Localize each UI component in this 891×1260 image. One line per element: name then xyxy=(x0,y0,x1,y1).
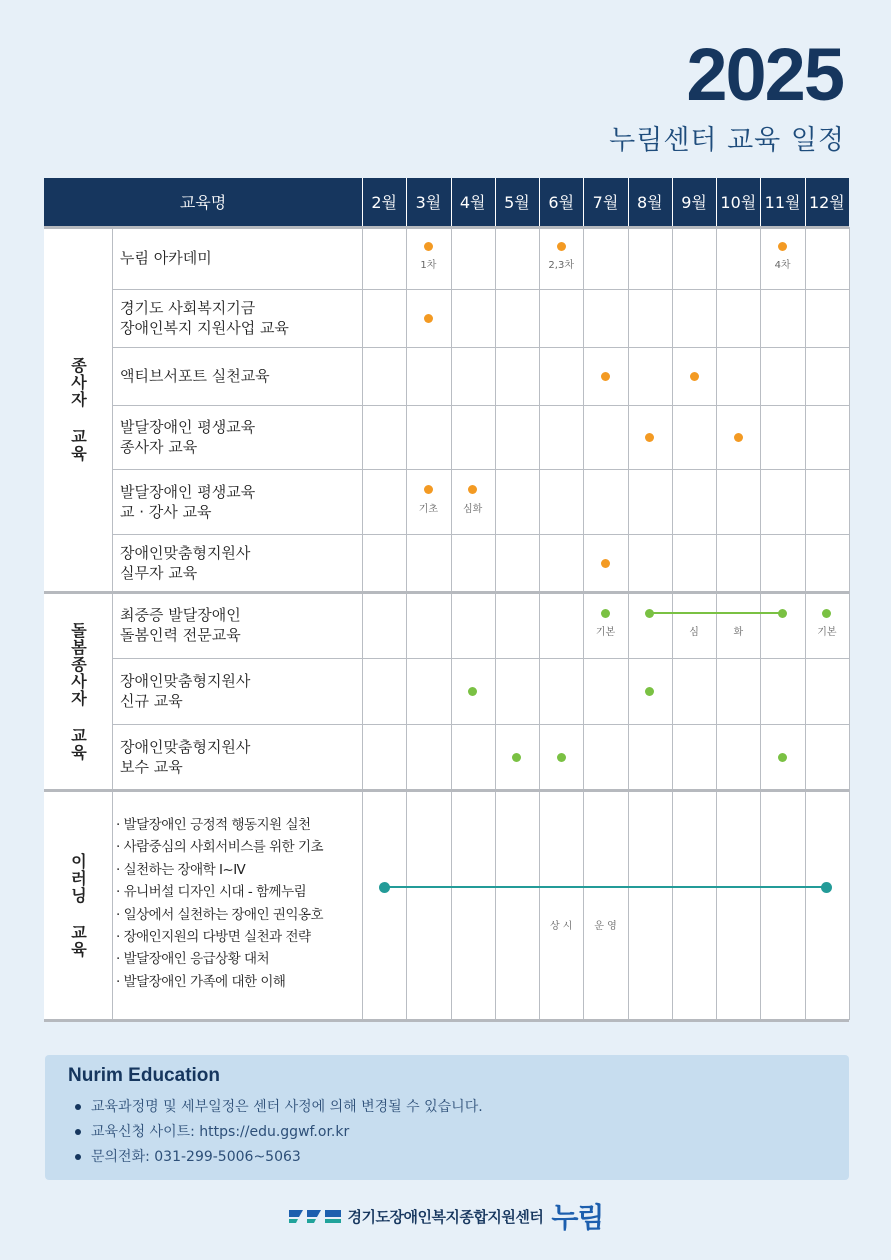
schedule-note: 4차 xyxy=(774,260,791,271)
header-divider xyxy=(672,178,673,227)
month-header: 9월 xyxy=(681,193,707,212)
course-name: 장애인맞춤형지원사 보수 교육 xyxy=(120,738,251,776)
month-header: 5월 xyxy=(504,193,530,212)
month-header: 10월 xyxy=(720,193,757,212)
month-header: 8월 xyxy=(636,193,663,212)
info-item: 교육신청 사이트: https://edu.ggwf.or.kr xyxy=(73,1120,483,1145)
month-header: 6월 xyxy=(548,193,575,212)
month-header: 12월 xyxy=(808,193,845,212)
group-label-text: 종사자 교육 xyxy=(68,357,88,462)
month-header: 4월 xyxy=(459,193,486,212)
course-name: 최중증 발달장애인 돌봄인력 전문교육 xyxy=(120,606,241,644)
header-divider xyxy=(760,178,761,227)
info-list xyxy=(73,1095,483,1170)
schedule-table xyxy=(44,178,849,1020)
grid-vline xyxy=(539,227,540,1020)
group-label xyxy=(44,227,112,592)
header-divider xyxy=(362,178,363,227)
elearning-course: · 사람중심의 사회서비스를 위한 기초 xyxy=(116,839,324,856)
header-divider xyxy=(539,178,540,227)
elearning-endpoint-dot xyxy=(821,882,832,893)
group-label-text: 이러닝 교육 xyxy=(68,852,88,958)
schedule-dot xyxy=(601,559,610,568)
schedule-dot xyxy=(601,372,610,381)
schedule-dot xyxy=(778,753,787,762)
elearning-course: · 실천하는 장애학 Ⅰ~Ⅳ xyxy=(116,861,246,878)
info-box xyxy=(45,1055,849,1180)
grid-vline xyxy=(495,227,496,1020)
page-subtitle: 누림센터 교육 일정 xyxy=(609,125,845,156)
org-logo-icon xyxy=(288,1207,342,1225)
brand-logo: 누림 xyxy=(551,1201,604,1234)
schedule-note: 2,3차 xyxy=(548,260,574,271)
info-item: 문의전화: 031-299-5006~5063 xyxy=(73,1145,483,1170)
schedule-note: 1차 xyxy=(420,260,437,271)
schedule-dot xyxy=(512,753,521,762)
info-item: 교육과정명 및 세부일정은 센터 사정에 의해 변경될 수 있습니다. xyxy=(73,1095,483,1120)
course-name: 장애인맞춤형지원사 신규 교육 xyxy=(120,672,251,710)
schedule-dot xyxy=(778,242,787,251)
schedule-dot xyxy=(822,609,831,618)
schedule-dot xyxy=(468,687,477,696)
schedule-dot xyxy=(645,609,654,618)
elearning-note: 운 영 xyxy=(594,921,617,932)
schedule-note: 기초 xyxy=(418,503,439,515)
header-divider xyxy=(495,178,496,227)
schedule-dot xyxy=(734,433,743,442)
course-name-header: 교육명 xyxy=(179,193,227,212)
month-header: 7월 xyxy=(592,193,619,212)
schedule-dot xyxy=(601,609,610,618)
schedule-note: 기본 xyxy=(817,627,837,638)
page-title-year: 2025 xyxy=(686,33,843,116)
elearning-note: 상 시 xyxy=(549,921,573,932)
group-label-text: 돌봄종사자 교육 xyxy=(68,621,88,761)
schedule-dot xyxy=(690,372,699,381)
course-name: 발달장애인 평생교육 종사자 교육 xyxy=(120,418,256,456)
header-divider xyxy=(628,178,629,227)
elearning-course: · 장애인지원의 다방면 실천과 전략 xyxy=(116,929,311,946)
course-name: 누림 아카데미 xyxy=(120,249,212,267)
schedule-span-line xyxy=(650,612,783,614)
course-name: 액티브서포트 실천교육 xyxy=(120,367,270,385)
elearning-course: · 일상에서 실천하는 장애인 권익옹호 xyxy=(116,906,324,923)
schedule-note: 심화 xyxy=(463,503,483,515)
schedule-dot xyxy=(557,242,566,251)
month-header: 2월 xyxy=(371,193,397,212)
schedule-dot xyxy=(424,314,433,323)
schedule-dot xyxy=(424,485,433,494)
header-divider xyxy=(583,178,584,227)
grid-vline xyxy=(112,227,113,1020)
course-name: 장애인맞춤형지원사 실무자 교육 xyxy=(120,544,251,582)
month-header: 3월 xyxy=(415,193,442,212)
grid-vline xyxy=(406,227,407,1020)
schedule-dot xyxy=(424,242,433,251)
schedule-dot xyxy=(778,609,787,618)
table-header xyxy=(44,178,849,227)
course-name: 발달장애인 평생교육 교 · 강사 교육 xyxy=(120,482,256,521)
schedule-note: 화 xyxy=(733,627,744,638)
header-divider xyxy=(451,178,452,227)
header-divider xyxy=(716,178,717,227)
group-label xyxy=(44,592,112,790)
course-name: 경기도 사회복지기금 장애인복지 지원사업 교육 xyxy=(120,299,289,337)
footer xyxy=(0,1196,891,1236)
elearning-course: · 발달장애인 응급상황 대처 xyxy=(116,951,270,968)
group-label xyxy=(44,790,112,1020)
org-name: 경기도장애인복지종합지원센터 xyxy=(347,1207,544,1226)
elearning-span-line xyxy=(384,886,827,888)
header-divider xyxy=(805,178,806,227)
elearning-course: · 발달장애인 가족에 대한 이해 xyxy=(116,973,286,990)
group-divider xyxy=(44,1019,849,1022)
schedule-note: 기본 xyxy=(595,627,616,638)
header-divider xyxy=(406,178,407,227)
elearning-course: · 발달장애인 긍정적 행동지원 실천 xyxy=(116,817,311,833)
schedule-note: 심 xyxy=(689,627,699,638)
elearning-course-list xyxy=(116,814,366,993)
schedule-dot xyxy=(645,687,654,696)
elearning-course: · 유니버설 디자인 시대 - 함께누림 xyxy=(116,884,307,901)
grid-vline xyxy=(451,227,452,1020)
schedule-dot xyxy=(557,753,566,762)
info-title: Nurim Education xyxy=(68,1065,221,1086)
schedule-dot xyxy=(645,433,654,442)
month-header: 11월 xyxy=(764,193,801,212)
elearning-endpoint-dot xyxy=(379,882,390,893)
